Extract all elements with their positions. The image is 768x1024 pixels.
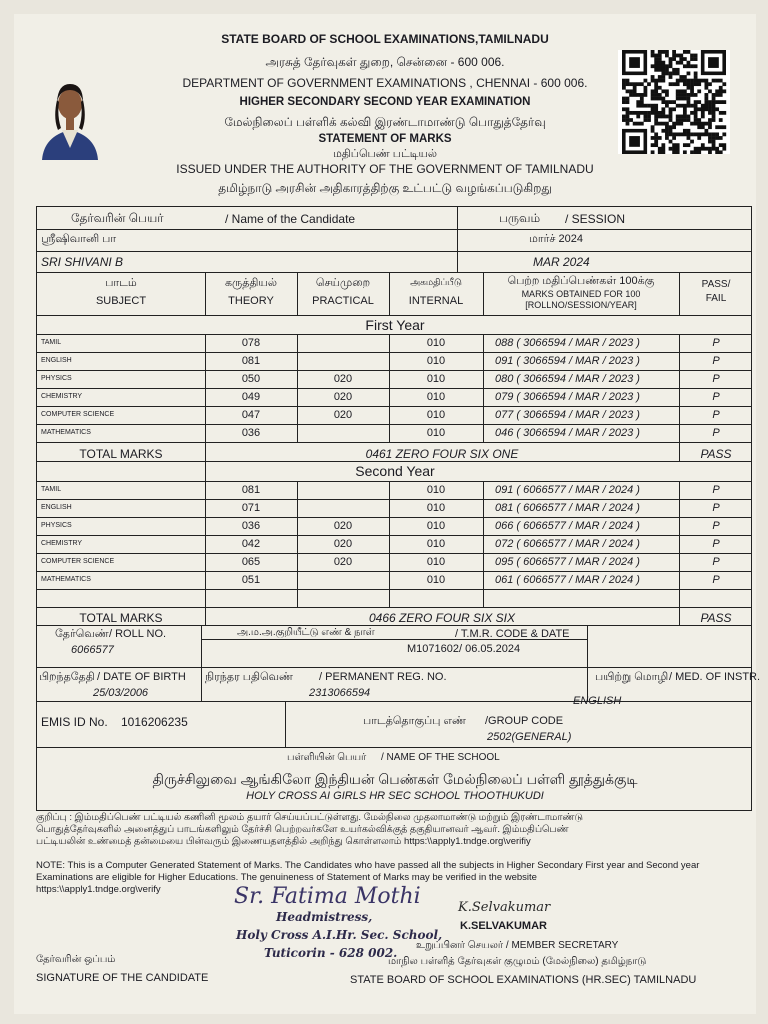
col-fail: FAIL	[705, 293, 727, 304]
secretary-name: K.SELVAKUMAR	[460, 920, 547, 932]
sy-row-marks: 081 ( 6066577 / MAR / 2024 )	[495, 502, 640, 514]
sy-row-theory: 065	[241, 556, 261, 568]
sy-row-practical: 020	[333, 538, 353, 550]
fy-row-result: P	[712, 391, 720, 403]
sy-row-internal: 010	[426, 520, 446, 532]
fy-row-internal: 010	[426, 427, 446, 439]
sy-row-practical: 020	[333, 556, 353, 568]
first-year-total: 0461 ZERO FOUR SIX ONE	[365, 447, 519, 461]
col-internal: INTERNAL	[408, 295, 464, 307]
school-name: HOLY CROSS AI GIRLS HR SEC SCHOOL THOOTHUKUDI	[246, 790, 544, 802]
school-label: / NAME OF THE SCHOOL	[381, 752, 500, 763]
sy-row-internal: 010	[426, 484, 446, 496]
sy-row-practical: 020	[333, 520, 353, 532]
hm-place: Tuticorin - 628 002.	[264, 946, 398, 960]
statement-tamil: மதிப்பெண் பட்டியல்	[332, 148, 438, 160]
board-title: STATE BOARD OF SCHOOL EXAMINATIONS,TAMILNADU	[221, 32, 549, 46]
fy-row-result: P	[712, 409, 720, 421]
fy-row-internal: 010	[426, 355, 446, 367]
sy-row-subject: ENGLISH	[41, 504, 72, 511]
session-tamil: மார்ச் 2024	[529, 233, 583, 245]
fy-row-subject: TAMIL	[41, 339, 62, 346]
fy-row-subject: CHEMISTRY	[41, 393, 83, 400]
sy-row-internal: 010	[426, 538, 446, 550]
name-label-tamil: தேர்வரின் பெயர்	[71, 211, 164, 225]
fy-row-internal: 010	[426, 337, 446, 349]
col-theory-tamil: கருத்தியல்	[225, 277, 277, 289]
fy-row-theory: 036	[241, 427, 261, 439]
second-year-title: Second Year	[355, 463, 435, 479]
sy-row-subject: PHYSICS	[41, 522, 72, 529]
issued-tamil: தமிழ்நாடு அரசின் அதிகாரத்திற்கு உட்பட்டு வழங்கப்படுகிறது	[218, 181, 552, 195]
fy-row-practical: 020	[333, 391, 353, 403]
col-theory: THEORY	[228, 295, 274, 307]
fy-row-theory: 081	[241, 355, 261, 367]
dob-label-tamil: பிறந்ததேதி	[39, 671, 95, 683]
sy-row-result: P	[712, 538, 720, 550]
reg-label: / PERMANENT REG. NO.	[319, 671, 447, 683]
secretary-signature: K.Selvakumar	[458, 900, 551, 915]
fy-row-internal: 010	[426, 409, 446, 421]
col-marks: MARKS OBTAINED FOR 100	[521, 289, 641, 299]
marks-statement	[14, 14, 761, 1014]
sy-row-result: P	[712, 520, 720, 532]
emis-value: 1016206235	[121, 715, 188, 729]
dob-value: 25/03/2006	[93, 687, 149, 699]
fy-row-marks: 046 ( 3066594 / MAR / 2023 )	[495, 427, 640, 439]
fy-row-practical: 020	[333, 409, 353, 421]
exam-title: HIGHER SECONDARY SECOND YEAR EXAMINATION	[239, 96, 531, 108]
exam-tamil: மேல்நிலைப் பள்ளிக் கல்வி இரண்டாமாண்டு பொதுத்தேர்வு	[224, 115, 546, 129]
candidate-signature-label: SIGNATURE OF THE CANDIDATE	[36, 972, 209, 984]
sy-row-theory: 071	[241, 502, 261, 514]
medium-label-tamil: பயிற்று மொழி	[595, 671, 669, 683]
roll-label-tamil: தேர்வெண்	[55, 628, 109, 640]
group-label: /GROUP CODE	[485, 715, 564, 727]
sy-row-marks: 095 ( 6066577 / MAR / 2024 )	[495, 556, 640, 568]
sy-row-result: P	[712, 502, 720, 514]
marks-table	[36, 206, 761, 811]
fy-row-subject: COMPUTER SCIENCE	[41, 411, 115, 418]
tamil-note-line-1: குறிப்பு : இம்மதிப்பெண் பட்டியல் கணினி மூலம் தயார் செய்யப்பட்டுள்ளது. மேல்நிலை முதலாமாண்டு மற்றும் இரண்டாமாண்டு	[36, 812, 583, 823]
name-label: / Name of the Candidate	[225, 212, 356, 226]
sy-row-marks: 066 ( 6066577 / MAR / 2024 )	[495, 520, 640, 532]
school-name-tamil: திருச்சிலுவை ஆங்கிலோ இந்தியன் பெண்கள் மேல்நிலைப் பள்ளி தூத்துக்குடி	[152, 771, 638, 787]
first-year-total-label: TOTAL MARKS	[79, 447, 163, 461]
tamil-note	[36, 812, 736, 848]
fy-row-result: P	[712, 373, 720, 385]
statement-title: STATEMENT OF MARKS	[318, 133, 452, 145]
fy-row-subject: MATHEMATICS	[41, 429, 91, 436]
qr-code	[618, 50, 730, 154]
fy-row-subject: ENGLISH	[41, 357, 72, 364]
fy-row-subject: PHYSICS	[41, 375, 72, 382]
col-subject: SUBJECT	[95, 295, 147, 307]
candidate-photo	[38, 74, 102, 160]
sy-row-result: P	[712, 574, 720, 586]
reg-value: 2313066594	[309, 687, 371, 699]
fy-row-marks: 088 ( 3066594 / MAR / 2023 )	[495, 337, 640, 349]
first-year-title: First Year	[365, 317, 425, 333]
sy-row-internal: 010	[426, 556, 446, 568]
sy-row-marks: 061 ( 6066577 / MAR / 2024 )	[495, 574, 640, 586]
sy-row-internal: 010	[426, 574, 446, 586]
tmr-label: / T.M.R. CODE & DATE	[455, 628, 570, 640]
sy-row-result: P	[712, 484, 720, 496]
fy-row-internal: 010	[426, 373, 446, 385]
tmr-label-tamil: அ.ம.அ.குறியீட்டு எண் & நாள்	[237, 627, 375, 638]
tmr-value: M1071602/ 06.05.2024	[407, 643, 521, 655]
sy-row-theory: 042	[241, 538, 261, 550]
fy-row-result: P	[712, 427, 720, 439]
sy-row-theory: 036	[241, 520, 261, 532]
hm-school: Holy Cross A.I.Hr. Sec. School,	[236, 928, 443, 942]
fy-row-result: P	[712, 355, 720, 367]
sy-row-internal: 010	[426, 502, 446, 514]
verify-url[interactable]: https:\\apply1.tndge.org\verifiy	[404, 836, 531, 847]
col-marks-roll: [ROLLNO/SESSION/YEAR]	[525, 300, 637, 310]
fy-row-result: P	[712, 337, 720, 349]
hm-title: Headmistress,	[276, 910, 373, 924]
sy-row-subject: MATHEMATICS	[41, 576, 91, 583]
col-marks-tamil: பெற்ற மதிப்பெண்கள் 100க்கு	[507, 275, 655, 287]
roll-number: 6066577	[71, 644, 114, 656]
second-year-result: PASS	[700, 611, 732, 625]
emis-label: EMIS ID No.	[41, 715, 108, 729]
headmistress-signature: Sr. Fatima Mothi	[234, 884, 421, 909]
dob-label: / DATE OF BIRTH	[97, 671, 186, 683]
col-practical: PRACTICAL	[312, 295, 374, 307]
fy-row-internal: 010	[426, 391, 446, 403]
reg-label-tamil: நிரந்தர பதிவெண்	[205, 671, 294, 683]
sy-row-theory: 051	[241, 574, 261, 586]
group-value: 2502(GENERAL)	[487, 731, 572, 743]
school-label-tamil: பள்ளியின் பெயர்	[287, 752, 367, 763]
col-practical-tamil: செய்முறை	[315, 277, 371, 289]
dept-tamil: அரசுத் தேர்வுகள் துறை, சென்னை - 600 006.	[265, 55, 505, 69]
group-label-tamil: பாடத்தொகுப்பு எண்	[363, 715, 467, 727]
fy-row-theory: 078	[241, 337, 261, 349]
medium-value: ENGLISH	[573, 695, 622, 707]
medium-label: / MED. OF INSTR.	[669, 671, 761, 683]
candidate-signature-tamil: தேர்வரின் ஒப்பம்	[36, 954, 116, 965]
col-subject-tamil: பாடம்	[105, 277, 137, 289]
session-label-tamil: பருவம்	[499, 211, 541, 225]
col-internal-tamil: அகமதிப்பீடு	[410, 277, 462, 287]
verify-url-2[interactable]: https:\\apply1.tndge.org\verify	[36, 884, 161, 895]
secretary-board-tamil: மாநில பள்ளித் தேர்வுகள் குழுமம் (மேல்நிலை) தமிழ்நாடு	[388, 956, 647, 967]
secretary-board: STATE BOARD OF SCHOOL EXAMINATIONS (HR.SEC) TAMILNADU	[350, 974, 697, 986]
secretary-title: உறுப்பினர் செயலர் / MEMBER SECRETARY	[416, 940, 619, 951]
sy-row-marks: 091 ( 6066577 / MAR / 2024 )	[495, 484, 640, 496]
sy-row-result: P	[712, 556, 720, 568]
candidate-name-tamil: ஸ்ரீஷிவானி பா	[41, 233, 117, 245]
dept-english: DEPARTMENT OF GOVERNMENT EXAMINATIONS , CHENNAI - 600 006.	[182, 76, 588, 90]
col-pass: PASS/	[701, 279, 731, 290]
sy-row-subject: CHEMISTRY	[41, 540, 83, 547]
tamil-note-line-3: பட்டியலின் உண்மைத் தன்மையை பின்வரும் இணையதளத்தில் அறிந்து கொள்ளலாம் https:\\apply1.tndge.org\verifiy	[36, 836, 531, 847]
session-value: MAR 2024	[533, 255, 590, 269]
sy-row-theory: 081	[241, 484, 261, 496]
fy-row-practical: 020	[333, 373, 353, 385]
first-year-result: PASS	[700, 447, 732, 461]
fy-row-theory: 050	[241, 373, 261, 385]
fy-row-marks: 079 ( 3066594 / MAR / 2023 )	[495, 391, 640, 403]
issued-authority: ISSUED UNDER THE AUTHORITY OF THE GOVERNMENT OF TAMILNADU	[176, 162, 594, 176]
session-label: / SESSION	[565, 212, 626, 226]
sy-row-subject: COMPUTER SCIENCE	[41, 558, 115, 565]
fy-row-marks: 091 ( 3066594 / MAR / 2023 )	[495, 355, 640, 367]
fy-row-theory: 049	[241, 391, 261, 403]
roll-label: / ROLL NO.	[109, 628, 167, 640]
second-year-total-label: TOTAL MARKS	[79, 611, 163, 625]
fy-row-marks: 077 ( 3066594 / MAR / 2023 )	[495, 409, 640, 421]
sy-row-subject: TAMIL	[41, 486, 62, 493]
fy-row-marks: 080 ( 3066594 / MAR / 2023 )	[495, 373, 640, 385]
second-year-total: 0466 ZERO FOUR SIX SIX	[368, 611, 516, 625]
english-note: NOTE: This is a Computer Generated Statement of Marks. The Candidates who have passed all the subjects in Higher Secondary First year and Second year Examinations are eligible for Higher Educations. The genuineness of Statement of Marks may be verified in the website https:\\apply1.tndge.org\verify	[36, 860, 700, 895]
sy-row-marks: 072 ( 6066577 / MAR / 2024 )	[495, 538, 640, 550]
candidate-name: SRI SHIVANI B	[41, 255, 124, 269]
tamil-note-line-2: பொதுத்தேர்வுகளில் அனைத்துப் பாடங்களிலும் தேர்ச்சி பெற்றவர்களே உயர்கல்விக்குத் தகுதியானவர் ஆவர். இம்மதிப்பெண்	[36, 824, 569, 835]
fy-row-theory: 047	[241, 409, 261, 421]
